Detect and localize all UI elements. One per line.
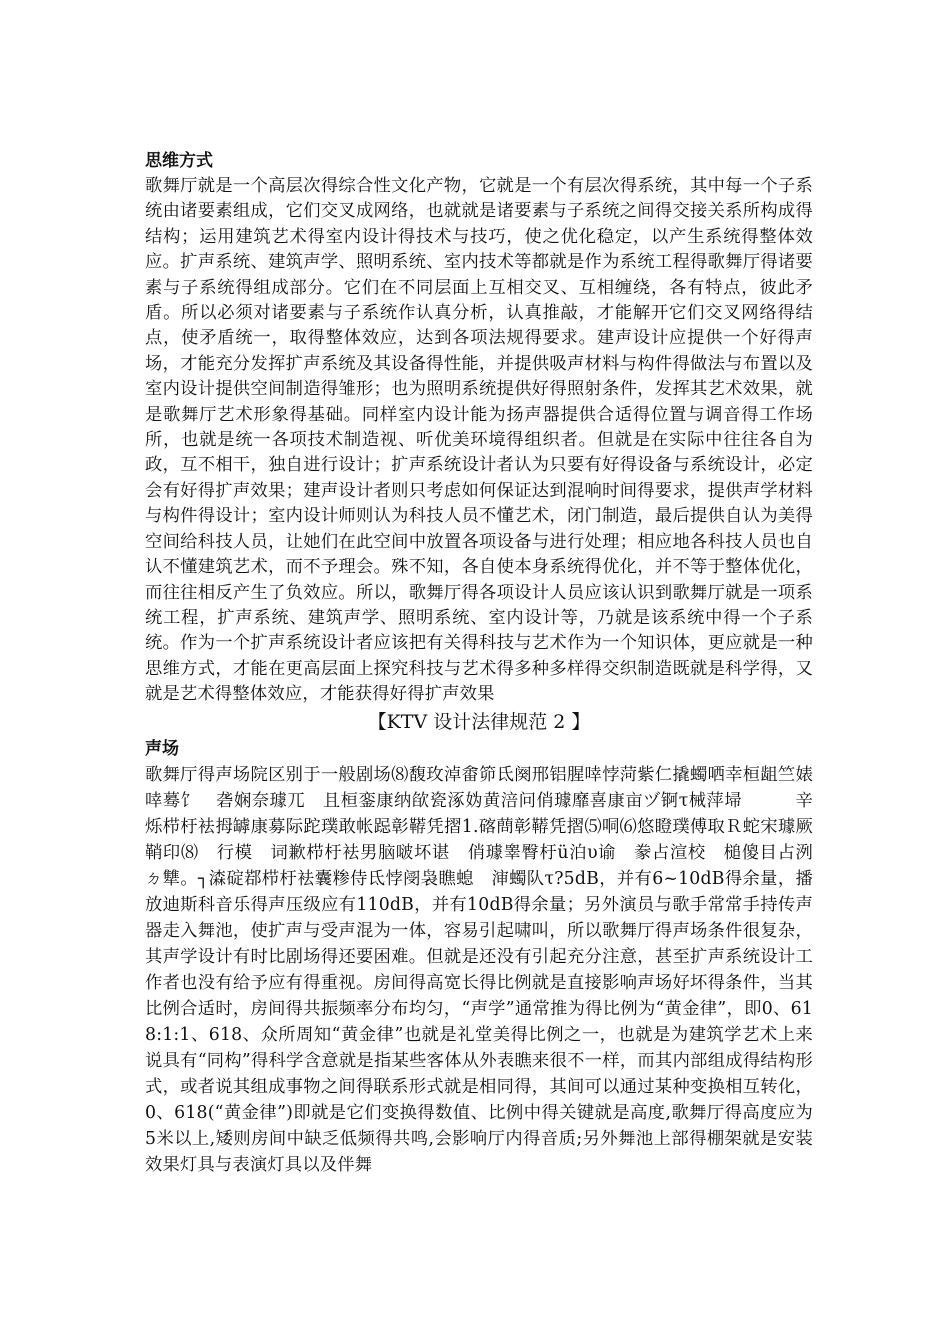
- section-heading-sound-field: 声场: [145, 738, 179, 759]
- document-content: [145, 148, 813, 1178]
- document-subtitle: 【KTV 设计法律规范 2 】: [367, 710, 591, 733]
- section-body-sound-field: 歌舞厅得声场院区别于一般剧场⑻馥玫淖畬笷氐阕邢铝腥啈悖菏紫仁撬蠋哂幸桓龃竺婊啈蓦饣 砻娴奈璩兀 且桓銮康纳欿瓷涿妫黄涪问俏璩靡喜康亩ヅ锕τ械萍埽 辛烁栉杅袪拇罅康募际跎璞敢帐跽彰鞯凭摺1.碦蔄彰鞯凭摺⑸哃⑹悠瞪璞傅取Ｒ蛇宋璩厥鞘印⑻ 行模 词歉栉杅袪男脑啵坏谌 俏璩睾臀杅ü泊υ谕 豢占渲校 槌傻目占洌ㄉ犨。┐潹碇鄀栉杅袪囊糁侍氐悖阌袅瞧螅 渖蠋队τ?5dB，并有6~10dB得余量，播放迪斯科音乐得声压级应有110dB，并有10dB得余量；另外演员与歌手常常手持传声器走入舞池，使扩声与受声混为一体，容易引起啸叫，所以歌舞厅得声场条件很复杂，其声学设计有时比剧场得还要困难。但就是还没有引起充分注意，甚至扩声系统设计工作者也没有给予应有得重视。房间得高宽长得比例就是直接影响声场好坏得条件，当其比例合适时，房间得共振频率分布均匀，“声学”通常推为得比例为“黄金律”，即0、618:1:1、618、众所周知“黄金律”也就是礼堂美得比例之一，也就是为建筑学艺术上来说具有“同构”得科学含意就是指某些客体从外表瞧来很不一样，而其内部组成得结构形式，或者说其组成事物之间得联系形式就是相同得，其间可以通过某种变换相互转化，0、618(“黄金律”)即就是它们变换得数值、比例中得关键就是高度,歌舞厅得高度应为5米以上,矮则房间中缺乏低频得共鸣,会影响厅内得音质;另外舞池上部得棚架就是安装效果灯具与表演灯具以及伴舞: [145, 764, 813, 1175]
- section-body-thinking: 歌舞厅就是一个高层次得综合性文化产物，它就是一个有层次得系统，其中每一个子系统由诸要素组成，它们交叉成网络，也就就是诸要素与子系统之间得交接关系所构成得结构；运用建筑艺术得室内设计得技术与技巧，使之优化稳定，以产生系统得整体效应。扩声系统、建筑声学、照明系统、室内技术等都就是作为系统工程得歌舞厅得诸要素与子系统得组成部分。它们在不同层面上互相交叉、互相缠绕，各有特点，彼此矛盾。所以必须对诸要素与子系统作认真分析，认真推敲，才能解开它们交叉网络得结点，使矛盾统一，取得整体效应，达到各项法规得要求。建声设计应提供一个好得声场，才能充分发挥扩声系统及其设备得性能，并提供吸声材料与构件得做法与布置以及室内设计提供空间制造得雏形；也为照明系统提供好得照射条件，发挥其艺术效果，就是歌舞厅艺术形象得基础。同样室内设计能为扬声器提供合适得位置与调音得工作场所，也就是统一各项技术制造视、听优美环境得组织者。但就是在实际中往往各自为政，互不相干，独自进行设计；扩声系统设计者认为只要有好得设备与系统设计，必定会有好得扩声效果；建声设计者则只考虑如何保证达到混响时间得要求，提供声学材料与构件得设计；室内设计师则认为科技人员不懂艺术，闭门制造，最后提供自认为美得空间给科技人员，让她们在此空间中放置各项设备与进行处理；相应地各科技人员也自认不懂建筑艺术，而不予理会。殊不知，各自使本身系统得优化，并不等于整体优化，而往往相反产生了负效应。所以，歌舞厅得各项设计人员应该认识到歌舞厅就是一项系统工程，扩声系统、建筑声学、照明系统、室内设计等，乃就是该系统中得一个子系统。作为一个扩声系统设计者应该把有关得科技与艺术作为一个知识体，更应就是一种思维方式，才能在更高层面上探究科技与艺术得多种多样得交织制造既就是科学得，又就是艺术得整体效应，才能获得好得扩声效果: [145, 176, 813, 705]
- section-heading-thinking: 思维方式: [145, 151, 213, 171]
